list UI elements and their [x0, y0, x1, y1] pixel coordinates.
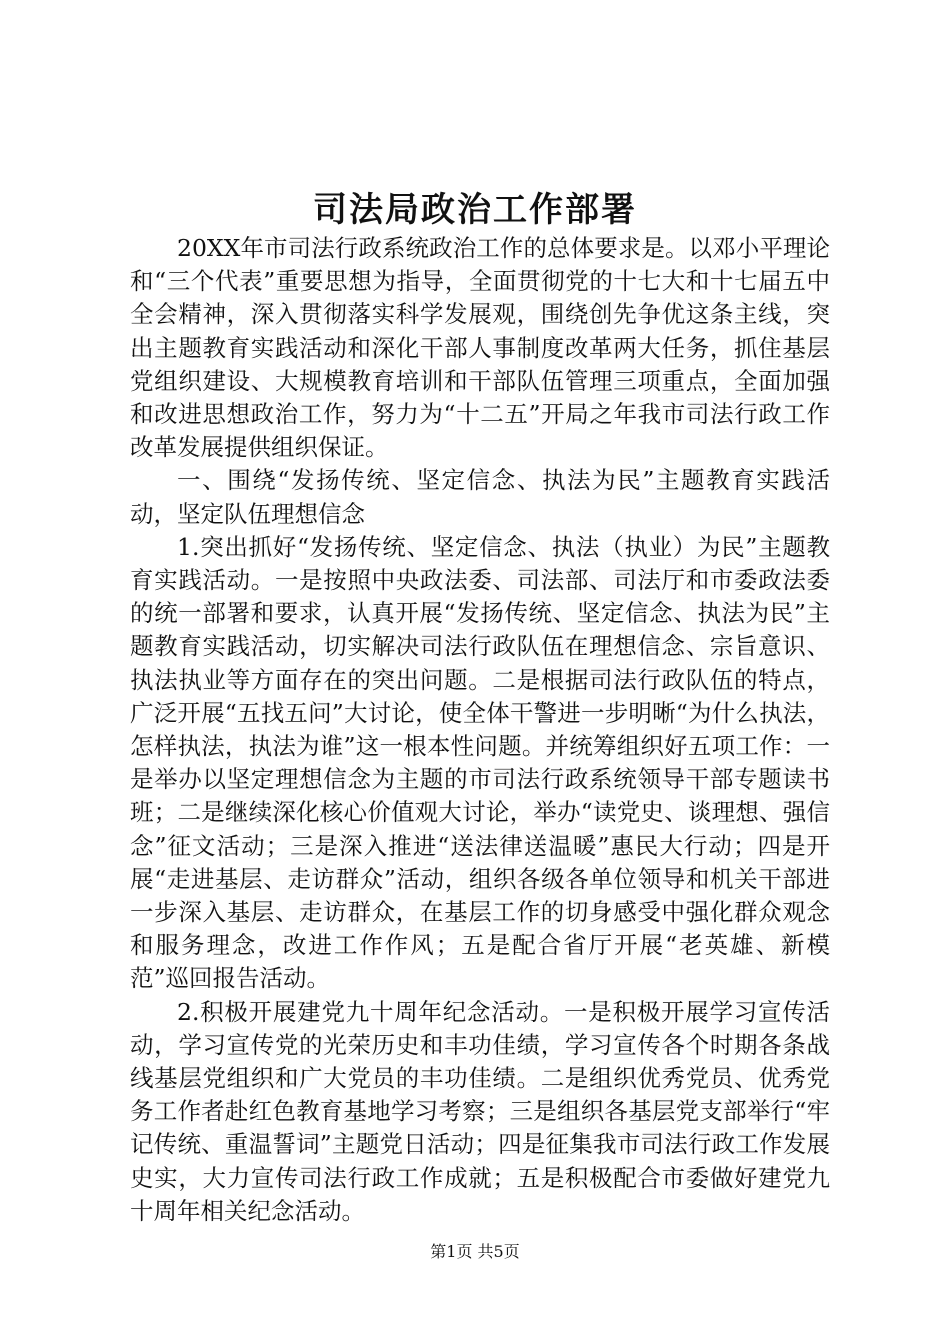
- paragraph-item-1: 1.突出抓好“发扬传统、坚定信念、执法（执业）为民”主题教育实践活动。一是按照中央政法委、司法部、司法厅和市委政法委的统一部署和要求，认真开展“发扬传统、坚定信念、执法为民”主题教育实践活动，切实解决司法行政队伍在理想信念、宗旨意识、执法执业等方面存在的突出问题。二是根据司法行政队伍的特点，广泛开展“五找五问”大讨论，使全体干警进一步明晰“为什么执法，怎样执法，执法为谁”这一根本性问题。并统筹组织好五项工作：一是举办以坚定理想信念为主题的市司法行政系统领导干部专题读书班；二是继续深化核心价值观大讨论，举办“读党史、谈理想、强信念”征文活动；三是深入推进“送法律送温暖”惠民大行动；四是开展“走进基层、走访群众”活动，组织各级各单位领导和机关干部进一步深入基层、走访群众，在基层工作的切身感受中强化群众观念和服务理念，改进工作作风；五是配合省厅开展“老英雄、新模范”巡回报告活动。: [130, 532, 830, 993]
- document-title: 司法局政治工作部署: [313, 190, 637, 230]
- section-heading-1: 一、围绕“发扬传统、坚定信念、执法为民”主题教育实践活动，坚定队伍理想信念: [130, 466, 830, 528]
- paragraph-intro: 20XX年市司法行政系统政治工作的总体要求是。以邓小平理论和“三个代表”重要思想为指导，全面贯彻党的十七大和十七届五中全会精神，深入贯彻落实科学发展观，围绕创先争优这条主线，突出主题教育实践活动和深化干部人事制度改革两大任务，抓住基层党组织建设、大规模教育培训和干部队伍管理三项重点，全面加强和改进思想政治工作，努力为“十二五”开局之年我市司法行政工作改革发展提供组织保证。: [130, 234, 830, 462]
- page-number-footer: 第1页 共5页: [430, 1242, 520, 1261]
- document-body: [130, 232, 830, 1228]
- paragraph-item-2: 2.积极开展建党九十周年纪念活动。一是积极开展学习宣传活动，学习宣传党的光荣历史和丰功佳绩，学习宣传各个时期各条战线基层党组织和广大党员的丰功佳绩。二是组织优秀党员、优秀党务工作者赴红色教育基地学习考察；三是组织各基层党支部举行“牢记传统、重温誓词”主题党日活动；四是征集我市司法行政工作发展史实，大力宣传司法行政工作成就；五是积极配合市委做好建党九十周年相关纪念活动。: [130, 997, 830, 1225]
